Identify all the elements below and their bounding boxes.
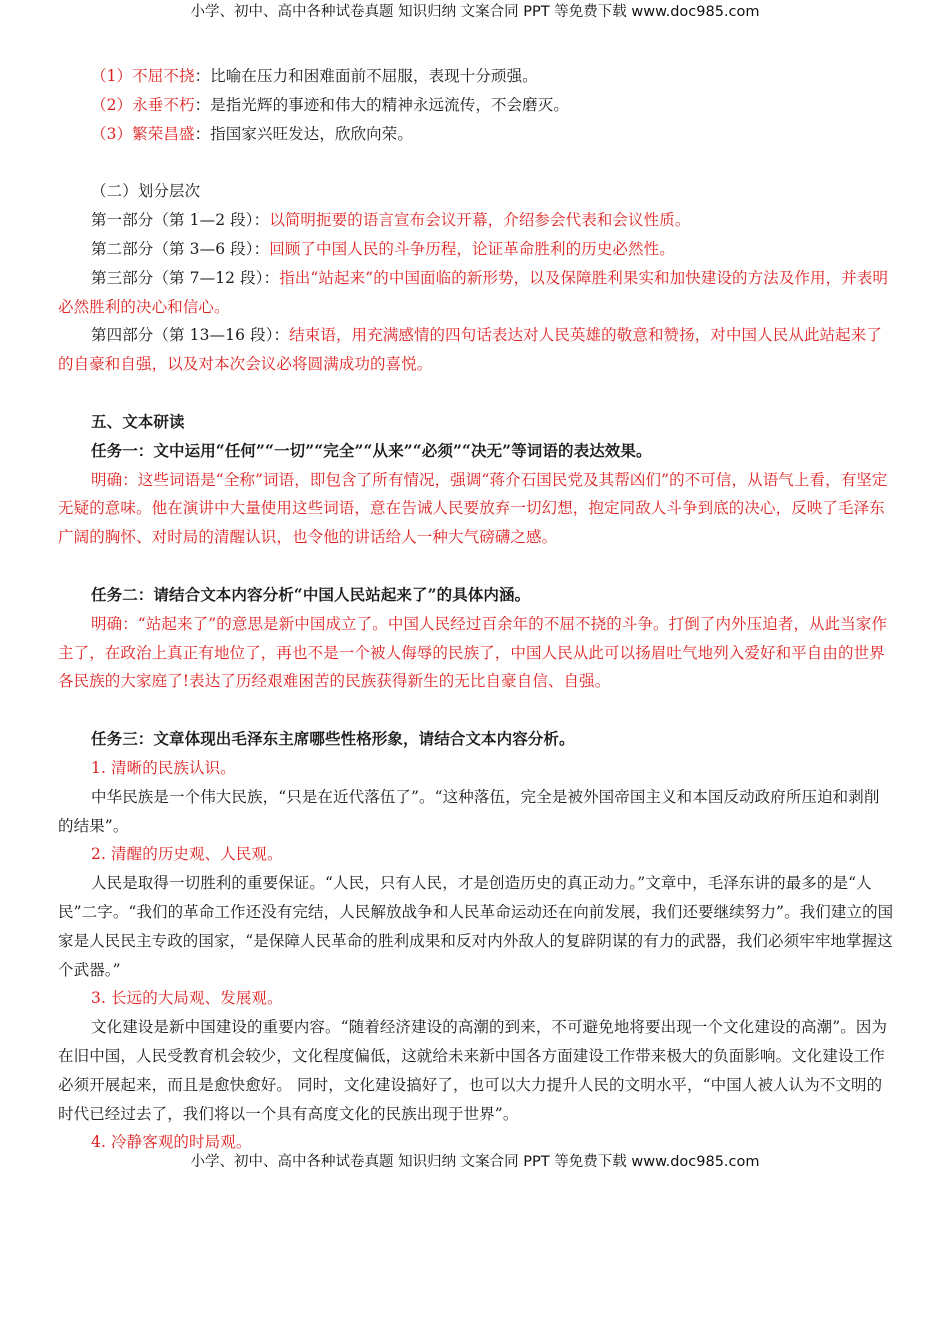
- task-question: 任务一：文中运用“任何”“一切”“完全”“从来”“必须”“决无”等词语的表达效果。: [91, 440, 652, 460]
- part-label: 第一部分（第 1—2 段）：: [91, 211, 270, 230]
- idiom-definition: ：指国家兴旺发达，欣欣向荣。: [194, 124, 413, 143]
- point-body: 人民是取得一切胜利的重要保证。“人民，只有人民，才是创造历史的真正动力。”文章中，毛泽东讲的最多的是“人民”二字。“我们的革命工作还没有完结，人民解放战争和人民革命运动还在向前发展，我们还要继续努力”。我们建立的国家是人民民主专政的国家，“是保障人民革命的胜利成果和反对内外敌人的复辟阴谋的有力的武器，我们必须牢牢地掌握这个武器。”: [58, 874, 894, 979]
- point-heading: 4. 冷静客观的时局观。: [91, 1133, 252, 1152]
- part-item: [58, 321, 894, 379]
- part-text: 指出“站起来”的中国面临的新形势，以及保障胜利果实和加快建设的方法及作用，并表明必然胜利的决心和信心。: [58, 268, 889, 316]
- part-text: 回顾了中国人民的斗争历程，论证革命胜利的历史必然性。: [269, 239, 675, 258]
- idiom-number: （2）: [91, 95, 133, 114]
- part-label: 第四部分（第 13—16 段）：: [91, 326, 290, 345]
- section-title: （二）划分层次: [91, 182, 201, 201]
- point-heading: 1. 清晰的民族认识。: [91, 758, 236, 777]
- point-body: 中华民族是一个伟大民族，“只是在近代落伍了”。“这种落伍，完全是被外国帝国主义和本国反动政府所压迫和剥削的结果”。: [58, 787, 880, 835]
- point-heading: 3. 长远的大局观、发展观。: [91, 989, 283, 1008]
- idiom-term: 繁荣昌盛: [132, 124, 195, 143]
- part-item: [58, 235, 894, 264]
- point-body: 文化建设是新中国建设的重要内容。“随着经济建设的高潮的到来，不可避免地将要出现一个文化建设的高潮”。因为在旧中国，人民受教育机会较少，文化程度偏低，这就给未来新中国各方面建设工作带来极大的负面影响。文化建设工作必须开展起来，而且是愈快愈好。 同时，文化建设搞好了，也可以大力提升人民的文明水平，“中国人被人认为不文明的时代已经过去了，我们将以一个具有高度文化的民族出现于世界”。: [58, 1018, 888, 1123]
- idiom-number: （3）: [91, 124, 133, 143]
- task-question: 任务二：请结合文本内容分析“中国人民站起来了”的具体内涵。: [91, 584, 531, 604]
- task-question: 任务三：文章体现出毛泽东主席哪些性格形象，请结合文本内容分析。: [91, 729, 575, 749]
- idiom-term: 不屈不挠: [132, 67, 195, 85]
- idiom-number: （1）: [91, 67, 133, 85]
- point-heading: 2. 清醒的历史观、人民观。: [91, 845, 283, 864]
- task-answer: 明确：“站起来了”的意思是新中国成立了。中国人民经过百余年的不屈不挠的斗争。打倒了内外压迫者，从此当家作主了，在政治上真正有地位了，再也不是一个被人侮辱的民族了，中国人民从此可以扬眉吐气地列入爱好和平自由的世界各民族的大家庭了!表达了历经艰难困苦的民族获得新生的无比自豪自信、自强。: [58, 614, 888, 691]
- page-header: 小学、初中、高中各种试卷真题 知识归纳 文案合同 PPT 等免费下载 www.doc985.com: [190, 4, 760, 20]
- part-label: 第三部分（第 7—12 段）：: [91, 268, 280, 287]
- page-footer: 小学、初中、高中各种试卷真题 知识归纳 文案合同 PPT 等免费下载 www.doc985.com: [190, 1154, 760, 1170]
- idiom-item: [58, 62, 894, 91]
- section-title: 五、文本研读: [91, 411, 185, 431]
- task-answer: 明确：这些词语是“全称”词语，即包含了所有情况，强调“蒋介石国民党及其帮凶们”的不可信，从语气上看，有坚定无疑的意味。他在演讲中大量使用这些词语，意在告诫人民要放弃一切幻想，抱定同敌人斗争到底的决心，反映了毛泽东广阔的胸怀、对时局的清醒认识，也令他的讲话给人一种大气磅礴之感。: [58, 470, 888, 547]
- idiom-item: [58, 120, 894, 149]
- part-text: 以简明扼要的语言宣布会议开幕，介绍参会代表和会议性质。: [269, 211, 691, 230]
- page-body: [58, 62, 894, 1157]
- idiom-item: [58, 91, 894, 120]
- part-item: [58, 264, 894, 322]
- part-item: [58, 206, 894, 235]
- idiom-definition: ：是指光辉的事迹和伟大的精神永远流传，不会磨灭。: [194, 95, 569, 114]
- part-text: 结束语，用充满感情的四句话表达对人民英雄的敬意和赞扬，对中国人民从此站起来了的自豪和自强，以及对本次会议必将圆满成功的喜悦。: [58, 326, 882, 374]
- part-label: 第二部分（第 3—6 段）：: [91, 239, 270, 258]
- idiom-definition: ：比喻在压力和困难面前不屈服，表现十分顽强。: [194, 67, 538, 85]
- idiom-term: 永垂不朽: [132, 95, 195, 114]
